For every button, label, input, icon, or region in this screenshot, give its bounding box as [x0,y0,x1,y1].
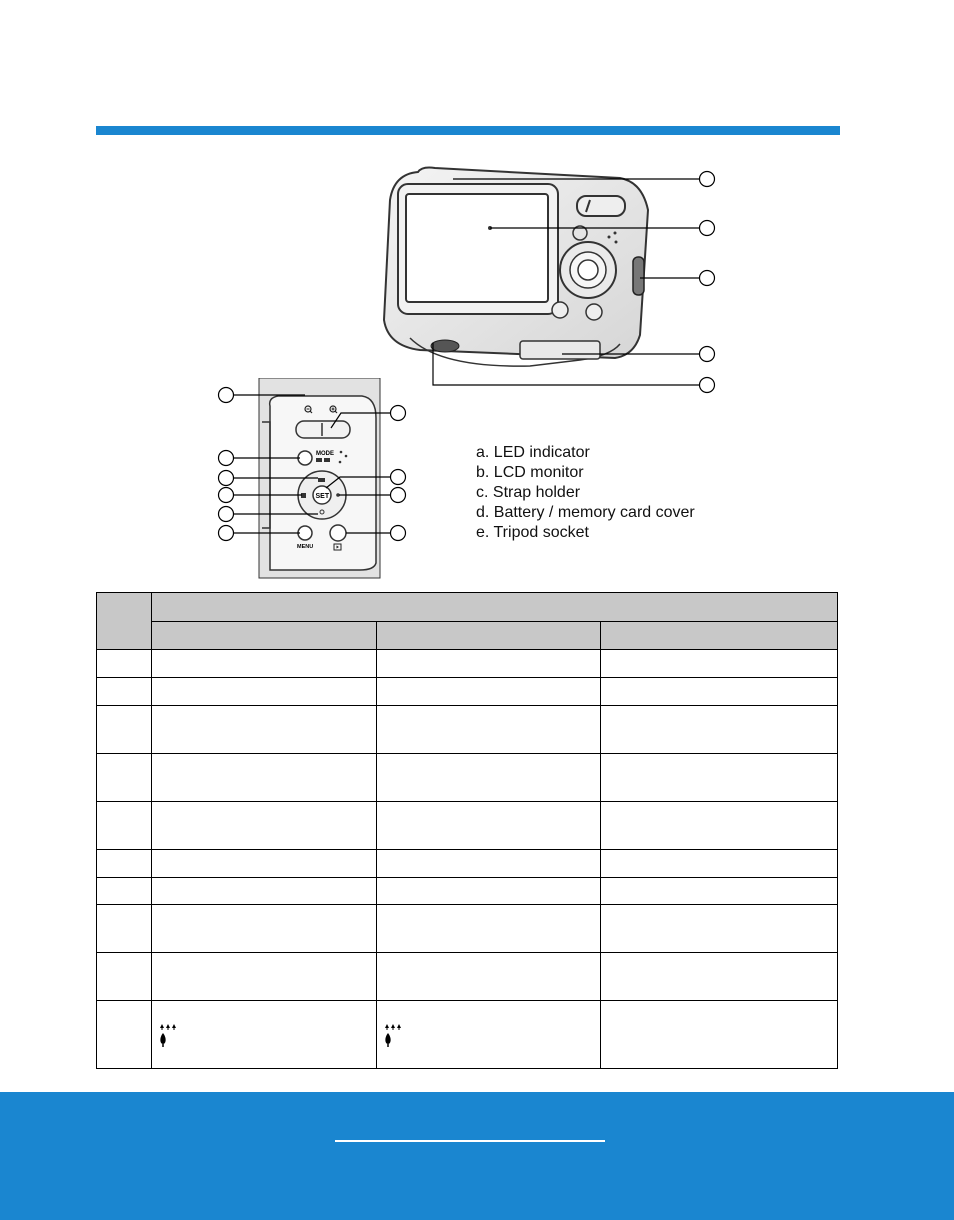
landscape-icon [158,1022,178,1048]
landscape-icon [383,1022,403,1048]
camera-back-illustration [380,160,720,395]
table-header-row [97,622,838,650]
table-header-cell [97,593,152,650]
legend-item: d. Battery / memory card cover [476,504,695,521]
control-buttons-detail [210,378,410,580]
table-header-cell [377,622,601,650]
table-row [97,802,838,850]
table-row [97,678,838,706]
table-row [97,905,838,953]
legend-item: b. LCD monitor [476,464,584,481]
legend-item: e. Tripod socket [476,524,589,541]
legend-item: a. LED indicator [476,444,590,461]
parts-legend [476,443,695,543]
function-table [96,592,838,1069]
table-row [97,706,838,754]
footer-divider [335,1140,605,1142]
table-header-row [97,593,838,622]
header-accent-bar [96,126,840,135]
legend-item: c. Strap holder [476,484,581,501]
table-header-cell [601,622,838,650]
menu-label: MENU [297,544,314,550]
mode-label: MODE [316,451,334,457]
table-row [97,953,838,1001]
table-row [97,650,838,678]
table-row [97,754,838,802]
table-header-cell [152,593,838,622]
footer-bar [0,1092,954,1220]
table-row [97,1001,838,1069]
table-row [97,878,838,905]
table-header-cell [152,622,377,650]
table-row [97,850,838,878]
set-label: SET [315,493,330,500]
